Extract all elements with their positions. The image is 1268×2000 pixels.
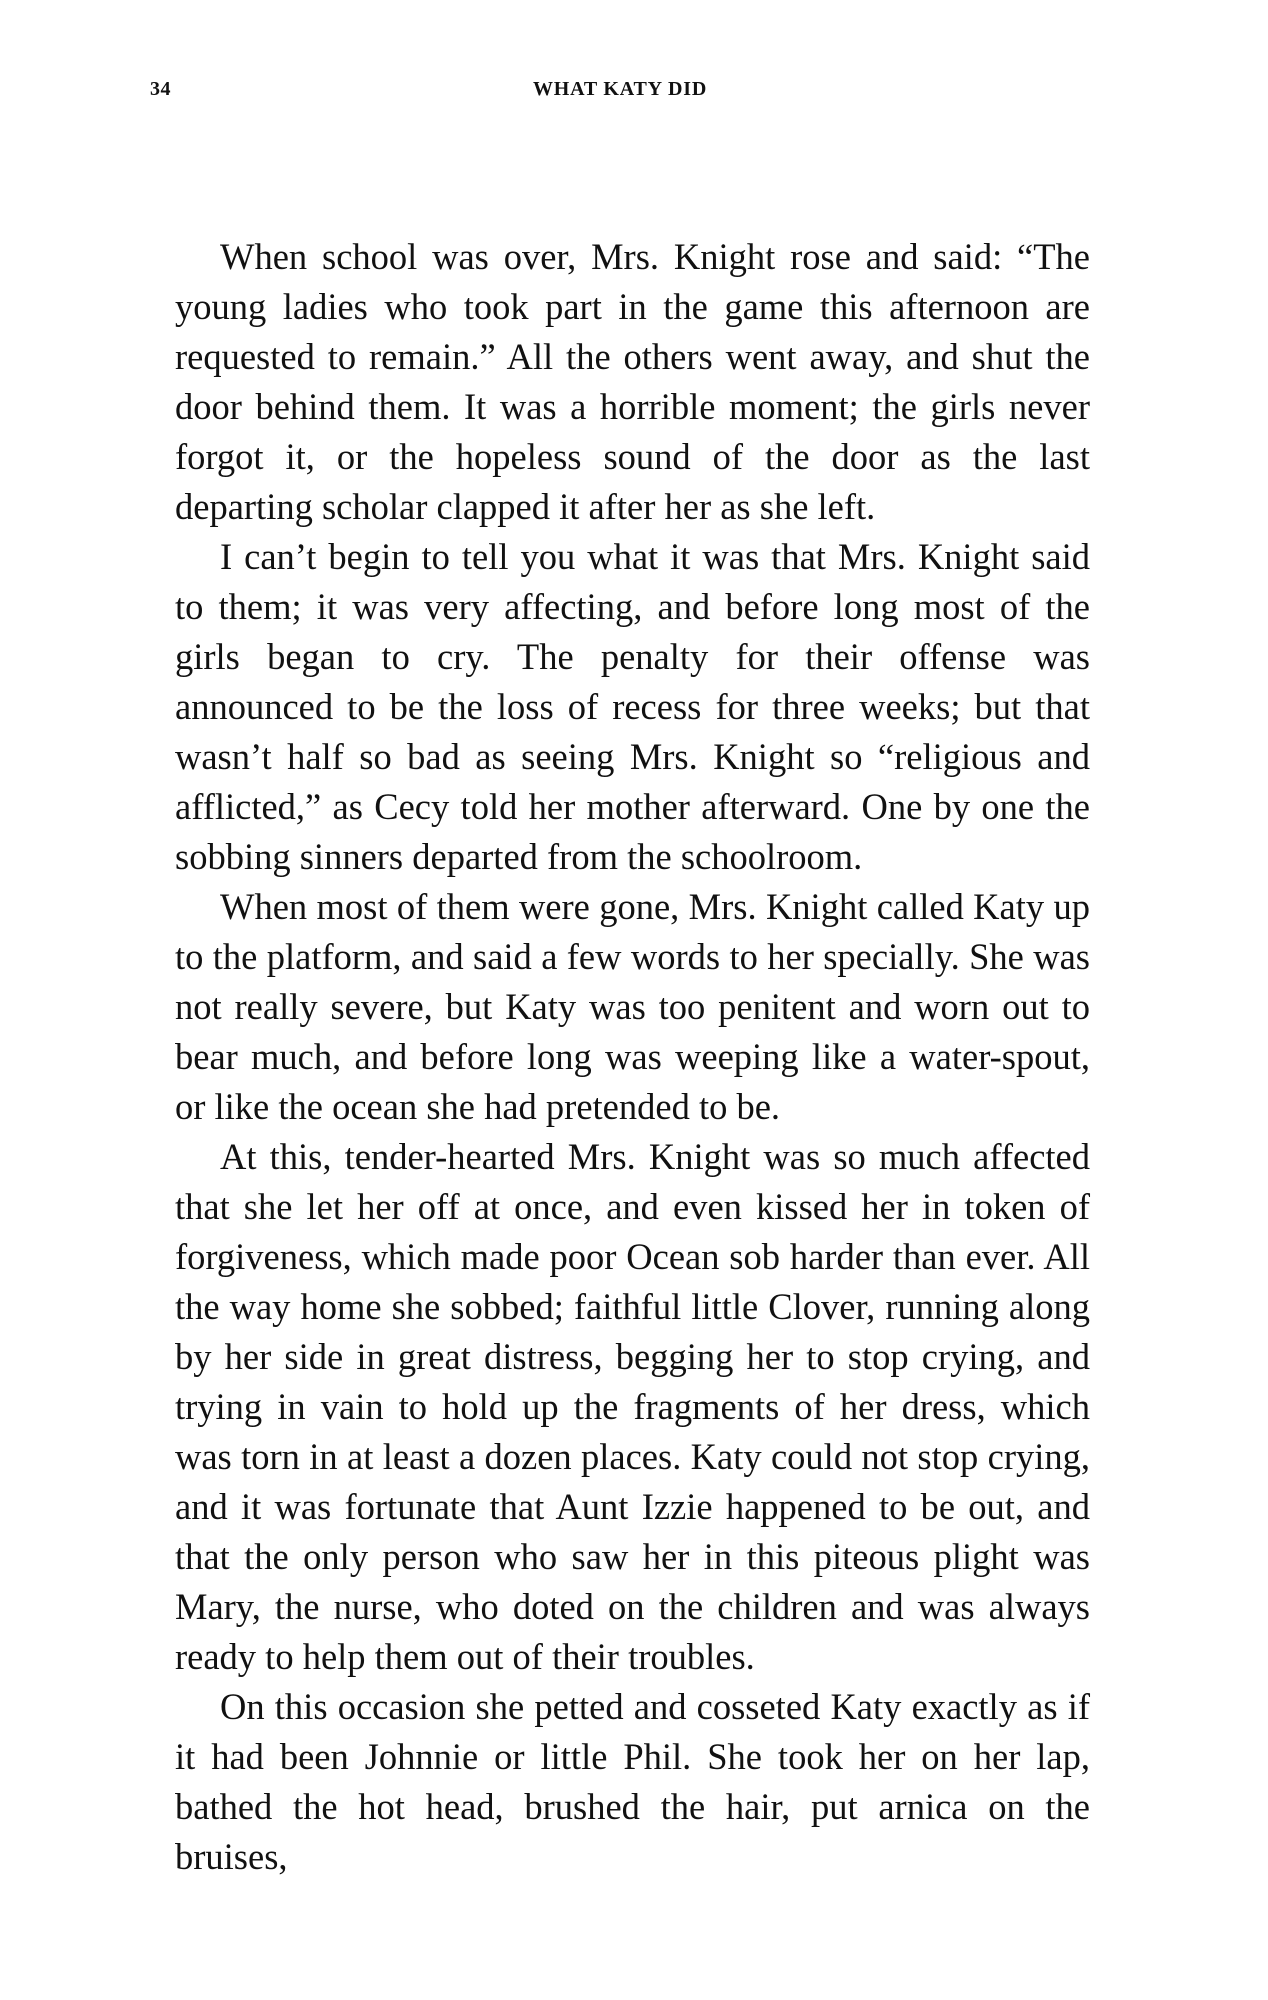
page-number: 34 [150,78,171,100]
paragraph-4: At this, tender-hearted Mrs. Knight was so much affected that she let her off at once, and even kissed her in token of forgiveness, which made poor Ocean sob harder than ever. All the way home she sobbed; faithful little Clover, running along by her side in great distress, begging her to stop crying, and trying in vain to hold up the fragments of her dress, which was torn in at least a dozen places. Katy could not stop crying, and it was fortunate that Aunt Izzie happened to be out, and that the only person who saw her in this piteous plight was Mary, the nurse, who doted on the children and was always ready to help them out of their troubles. [175,1136,1090,1677]
paragraph-3: When most of them were gone, Mrs. Knight called Katy up to the platform, and said a few words to her specially. She was not really severe, but Katy was too penitent and worn out to bear much, and before long was weeping like a water-spout, or like the ocean she had pretended to be. [175,886,1090,1127]
paragraph-2: I can’t begin to tell you what it was that Mrs. Knight said to them; it was very affecting, and before long most of the girls began to cry. The penalty for their offense was announced to be the loss of recess for three weeks; but that wasn’t half so bad as seeing Mrs. Knight so “religious and afflicted,” as Cecy told her mother afterward. One by one the sobbing sinners departed from the schoolroom. [175,536,1090,877]
body-text [175,232,1090,1882]
running-head [150,78,1090,108]
paragraph-1: When school was over, Mrs. Knight rose and said: “The young ladies who took part in the game this afternoon are requested to remain.” All the others went away, and shut the door behind them. It was a horrible moment; the girls never forgot it, or the hopeless sound of the door as the last departing scholar clapped it after her as she left. [175,236,1090,527]
book-title: WHAT KATY DID [532,78,708,100]
paragraph-5: On this occasion she petted and cosseted Katy exactly as if it had been Johnnie or little Phil. She took her on her lap, bathed the hot head, brushed the hair, put arnica on the bruises, [175,1686,1090,1877]
